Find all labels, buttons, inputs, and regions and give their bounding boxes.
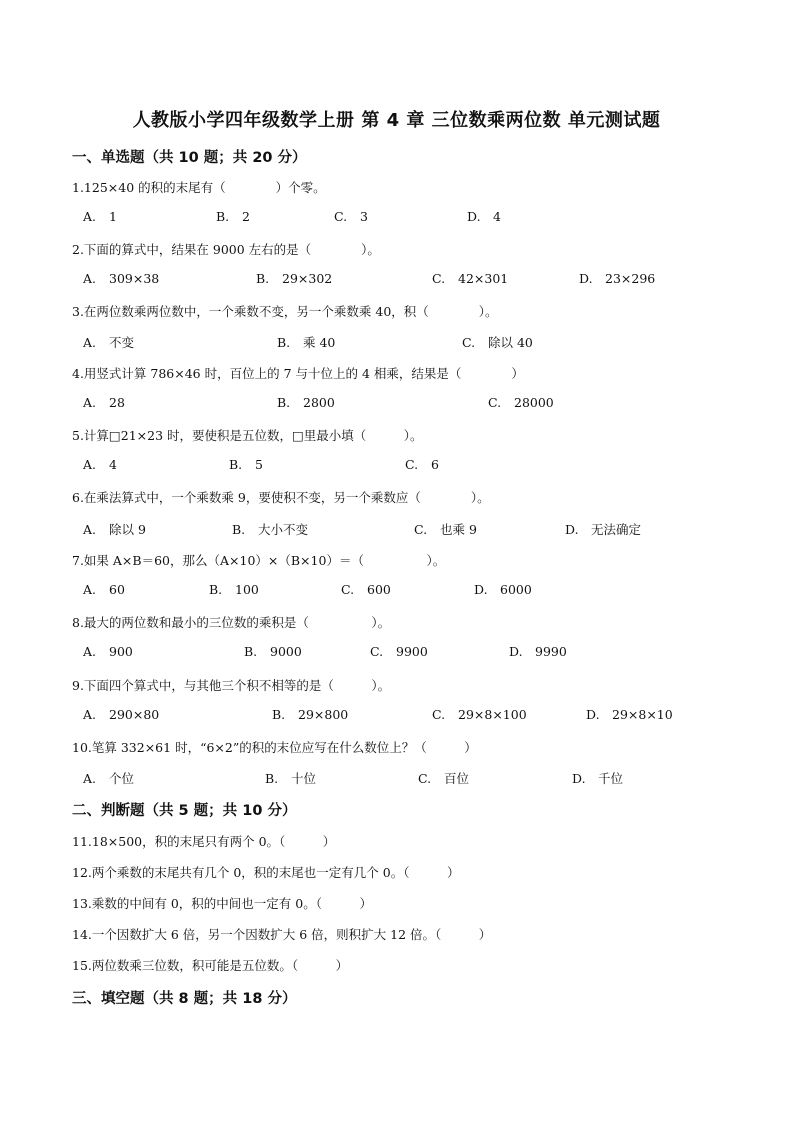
option-c[interactable]: C. 6 <box>405 457 439 472</box>
option-a[interactable]: A. 60 <box>83 582 125 597</box>
question-14: 14.一个因数扩大 6 倍，另一个因数扩大 6 倍，则积扩大 12 倍。（ ） <box>72 927 492 942</box>
question-3: 3.在两位数乘两位数中，一个乘数不变，另一个乘数乘 40，积（ ）。 <box>72 304 498 319</box>
section-heading-true-false: 二、判断题（共 5 题；共 10 分） <box>72 803 297 819</box>
question-2: 2.下面的算式中，结果在 9000 左右的是（ ）。 <box>72 242 380 257</box>
option-b[interactable]: B. 乘 40 <box>277 335 336 350</box>
option-c[interactable]: C. 600 <box>341 582 391 597</box>
option-a[interactable]: A. 1 <box>83 209 117 224</box>
option-c[interactable]: C. 29×8×100 <box>432 707 527 722</box>
option-b[interactable]: B. 29×302 <box>256 271 333 286</box>
option-d[interactable]: D. 9990 <box>509 644 567 659</box>
option-c[interactable]: C. 除以 40 <box>462 335 533 350</box>
option-b[interactable]: B. 十位 <box>265 771 317 786</box>
option-d[interactable]: D. 29×8×10 <box>586 707 673 722</box>
option-c[interactable]: C. 9900 <box>370 644 428 659</box>
option-b[interactable]: B. 大小不变 <box>232 522 309 537</box>
option-b[interactable]: B. 9000 <box>244 644 302 659</box>
question-12: 12.两个乘数的末尾共有几个 0，积的末尾也一定有几个 0。（ ） <box>72 865 460 880</box>
question-6: 6.在乘法算式中，一个乘数乘 9，要使积不变，另一个乘数应（ ）。 <box>72 490 490 505</box>
option-d[interactable]: D. 23×296 <box>579 271 656 286</box>
option-a[interactable]: A. 900 <box>83 644 133 659</box>
option-d[interactable]: D. 无法确定 <box>565 522 642 537</box>
option-b[interactable]: B. 100 <box>209 582 259 597</box>
question-10: 10.笔算 332×61 时，“6×2”的积的末位应写在什么数位上？（ ） <box>72 740 477 755</box>
page-title: 人教版小学四年级数学上册 第 4 章 三位数乘两位数 单元测试题 <box>132 110 661 131</box>
option-a[interactable]: A. 除以 9 <box>83 522 146 537</box>
option-a[interactable]: A. 不变 <box>83 335 135 350</box>
question-8: 8.最大的两位数和最小的三位数的乘积是（ ）。 <box>72 615 391 630</box>
question-7: 7.如果 A×B＝60，那么（A×10）×（B×10）＝（ ）。 <box>72 553 446 568</box>
option-c[interactable]: C. 42×301 <box>432 271 509 286</box>
question-11: 11.18×500，积的末尾只有两个 0。（ ） <box>72 834 336 849</box>
question-15: 15.两位数乘三位数，积可能是五位数。（ ） <box>72 958 349 973</box>
option-c[interactable]: C. 百位 <box>418 771 470 786</box>
option-a[interactable]: A. 28 <box>83 395 125 410</box>
option-b[interactable]: B. 29×800 <box>272 707 349 722</box>
section-heading-fill-blank: 三、填空题（共 8 题；共 18 分） <box>72 991 297 1007</box>
option-c[interactable]: C. 3 <box>334 209 368 224</box>
option-b[interactable]: B. 2 <box>216 209 250 224</box>
option-b[interactable]: B. 2800 <box>277 395 335 410</box>
option-d[interactable]: D. 4 <box>467 209 501 224</box>
option-a[interactable]: A. 个位 <box>83 771 135 786</box>
option-c[interactable]: C. 也乘 9 <box>414 522 477 537</box>
question-1: 1.125×40 的积的末尾有（ ）个零。 <box>72 180 326 195</box>
question-4: 4.用竖式计算 786×46 时，百位上的 7 与十位上的 4 相乘，结果是（ ） <box>72 366 524 381</box>
question-5: 5.计算□21×23 时，要使积是五位数，□里最小填（ ）。 <box>72 428 423 443</box>
option-d[interactable]: D. 6000 <box>474 582 532 597</box>
option-a[interactable]: A. 309×38 <box>83 271 160 286</box>
option-a[interactable]: A. 4 <box>83 457 117 472</box>
option-b[interactable]: B. 5 <box>229 457 263 472</box>
option-c[interactable]: C. 28000 <box>488 395 554 410</box>
option-d[interactable]: D. 千位 <box>572 771 624 786</box>
question-9: 9.下面四个算式中，与其他三个积不相等的是（ ）。 <box>72 678 391 693</box>
option-a[interactable]: A. 290×80 <box>83 707 160 722</box>
question-13: 13.乘数的中间有 0，积的中间也一定有 0。（ ） <box>72 896 372 911</box>
section-heading-single-choice: 一、单选题（共 10 题；共 20 分） <box>72 150 307 166</box>
